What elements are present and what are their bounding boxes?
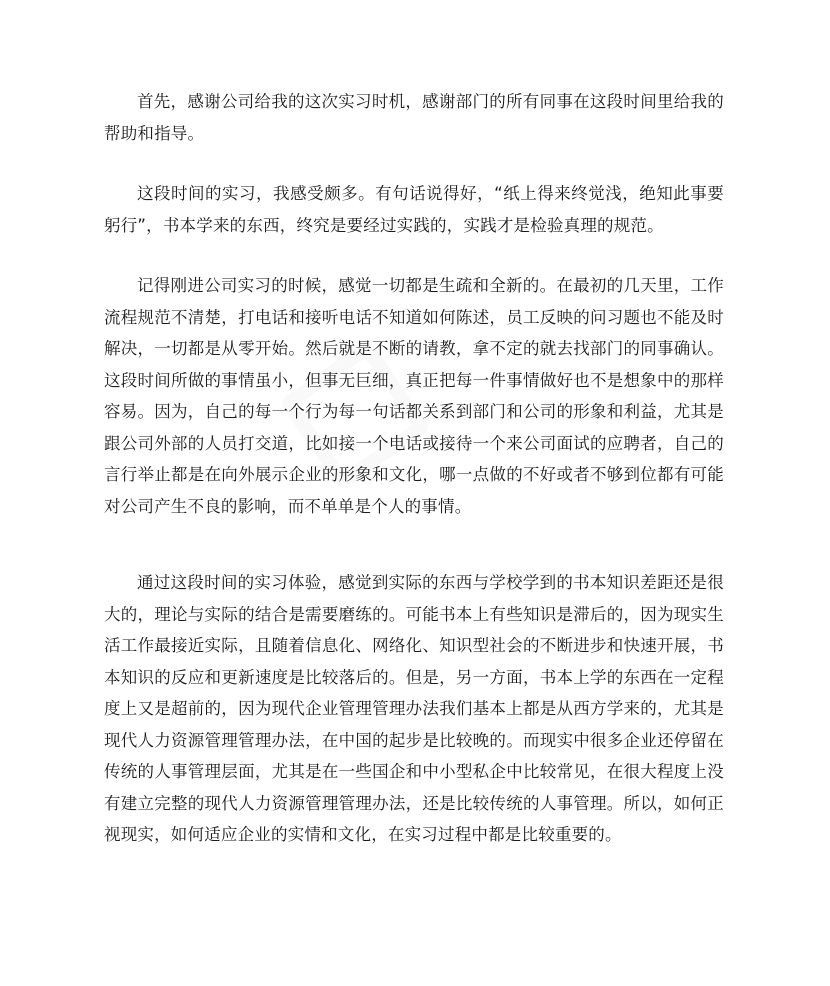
paragraph-first-days: 记得刚进公司实习的时候，感觉一切都是生疏和全新的。在最初的几天里，工作流程规范不清楚，打电话和接听电话不知道如何陈述，员工反映的问习题也不能及时解决，一切都是从零开始。然后就是不断的请教，拿不定的就去找部门的同事确认。这段时间所做的事情虽小，但事无巨细，真正把每一件事情做好也不是想象中的那样容易。因为，自己的每一个行为每一句话都关系到部门和公司的形象和利益，尤其是跟公司外部的人员打交道，比如接一个电话或接待一个来公司面试的应聘者，自己的言行举止都是在向外展示企业的形象和文化，哪一点做的不好或者不够到位都有可能对公司产生不良的影响，而不单单是个人的事情。 bbox=[104, 276, 724, 516]
paragraph-feelings: 这段时间的实习，我感受颇多。有句话说得好，“纸上得来终觉浅，绝知此事要躬行”，书本学来的东西，终究是要经过实践的，实践才是检验真理的规范。 bbox=[104, 184, 724, 235]
paragraph-thanks: 首先，感谢公司给我的这次实习时机，感谢部门的所有同事在这段时间里给我的帮助和指导。 bbox=[104, 92, 724, 143]
paragraph-experience: 通过这段时间的实习体验，感觉到实际的东西与学校学到的书本知识差距还是很大的，理论与实际的结合是需要磨练的。可能书本上有些知识是滞后的，因为现实生活工作最接近实际，且随着信息化、网络化、知识型社会的不断进步和快速开展，书本知识的反应和更新速度是比较落后的。但是，另一方面，书本上学的东西在一定程度上又是超前的，因为现代企业管理管理办法我们基本上都是从西方学来的，尤其是现代人力资源管理管理办法，在中国的起步是比较晚的。而现实中很多企业还停留在传统的人事管理层面，尤其是在一些国企和中小型私企中比较常见，在很大程度上没有建立完整的现代人力资源管理管理办法，还是比较传统的人事管理。所以，如何正视现实，如何适应企业的实情和文化，在实习过程中都是比较重要的。 bbox=[104, 573, 724, 844]
